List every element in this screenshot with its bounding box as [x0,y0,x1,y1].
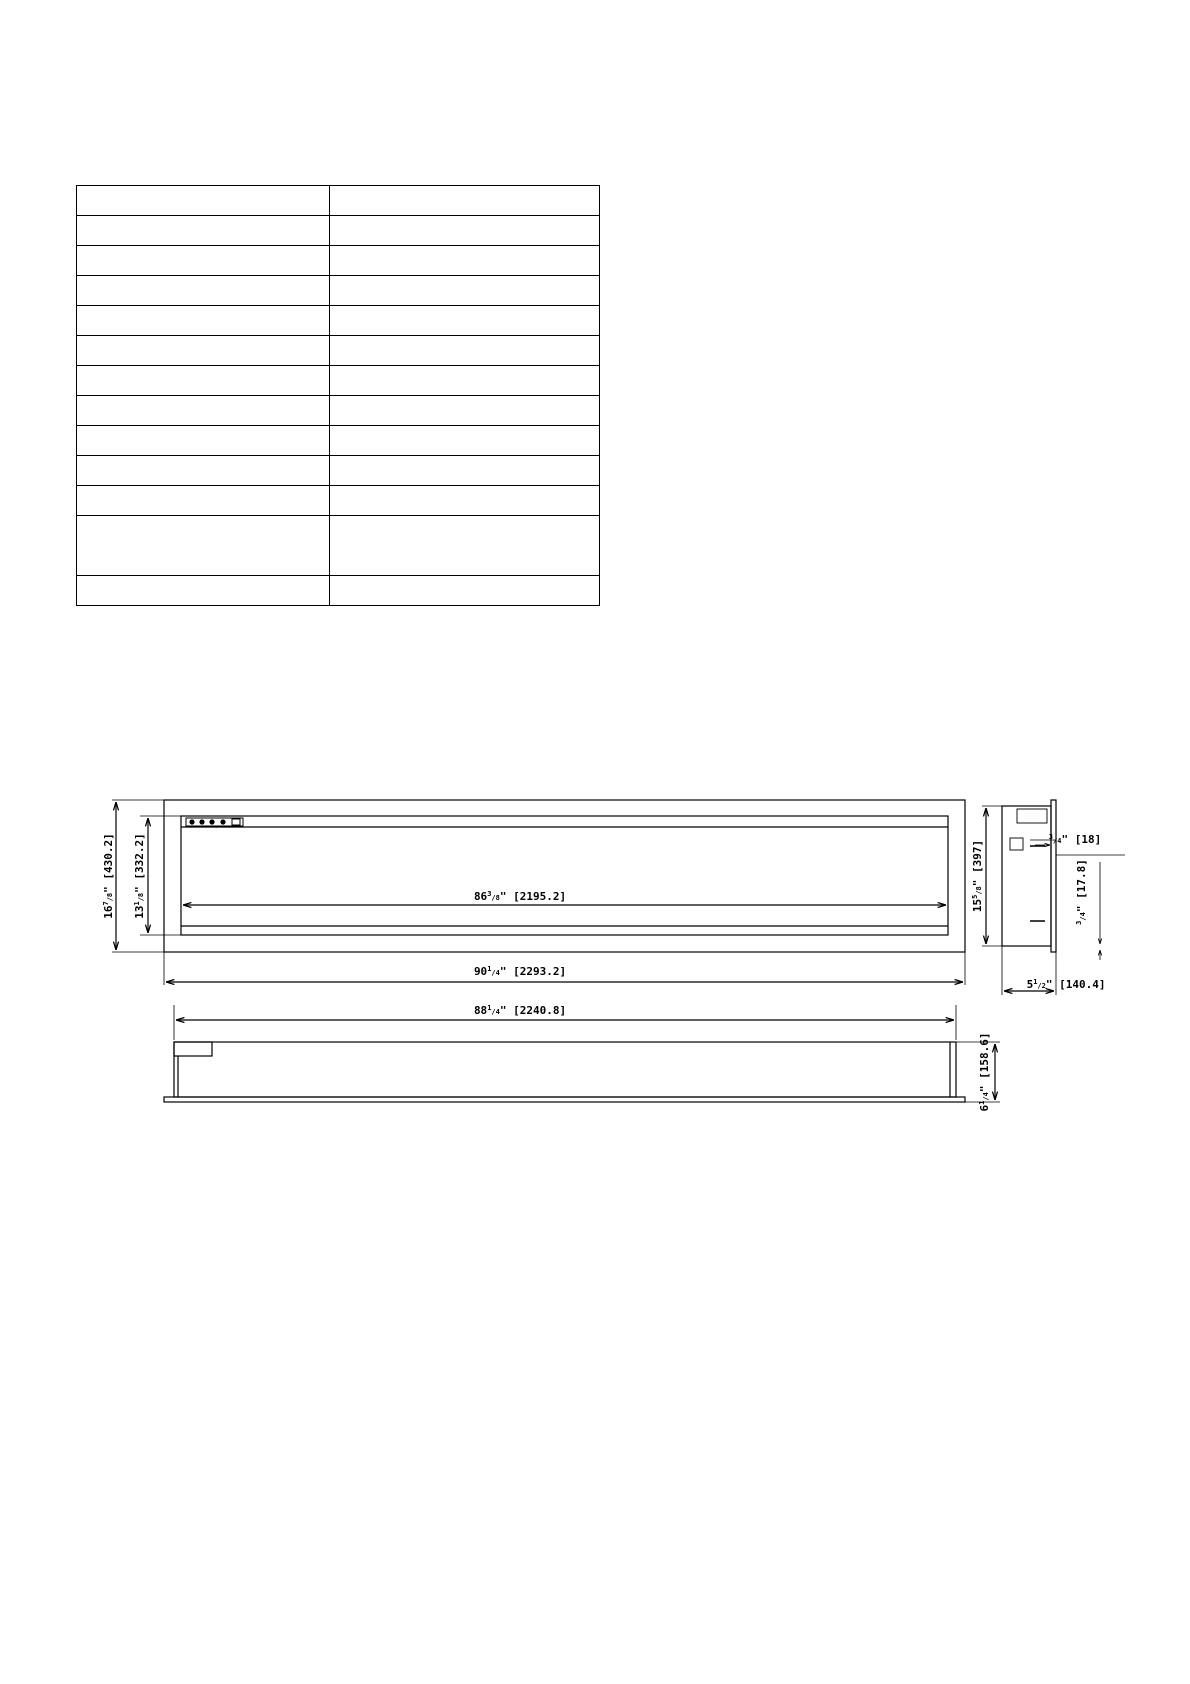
dimension-text: $86^3_/8$" [2195.2] [473,890,567,903]
top-view [164,1005,1000,1102]
top-control-box [174,1042,212,1056]
table-cell-label [77,366,330,396]
dimension-label-side-height [971,840,984,912]
dimension-label-flange-offset [1049,833,1101,846]
table-row [77,336,600,366]
table-cell-label [77,456,330,486]
dimension-label-lower-gap [1075,859,1088,925]
table-row [77,186,600,216]
control-button-icon [190,820,194,824]
dimension-label-overall-width [474,965,566,978]
top-flange [164,1097,965,1102]
table-row [77,516,600,576]
dimension-label-overall-height [102,833,115,919]
table-cell-value [330,186,600,216]
side-label-plate [1017,809,1047,823]
table-cell-label [77,246,330,276]
front-outer-frame [164,800,965,952]
control-button-icon [221,820,225,824]
table-cell-label [77,216,330,246]
table-cell-label [77,486,330,516]
table-cell-value [330,396,600,426]
table-cell-value [330,276,600,306]
control-button-icon [200,820,204,824]
top-body [174,1042,956,1097]
dimension-text: $15^5_/8$" [397] [971,839,984,913]
specification-table [76,185,600,606]
table-row [77,486,600,516]
table-cell-value [330,426,600,456]
table-cell-label [77,576,330,606]
table-cell-label [77,276,330,306]
table-cell-value [330,456,600,486]
side-connector [1010,838,1023,850]
dimension-label-opening-height [133,833,146,919]
table-row [77,576,600,606]
side-body [1002,806,1051,946]
table-row [77,366,600,396]
table-cell-value [330,246,600,276]
dimension-text: $^3_/$4" [17.8] [1075,859,1088,925]
dimension-label-top-depth [978,1033,991,1112]
table-cell-value [330,516,600,576]
front-inner-frame [181,816,948,935]
dimension-text: $13^1_/8$" [332.2] [133,833,146,919]
dimension-label-body-width [474,1004,566,1017]
table-row [77,396,600,426]
dimension-text: $^3_/$4" [18] [1048,833,1102,846]
table-row [77,246,600,276]
table-row [77,276,600,306]
dimension-labels [102,833,1105,1111]
dimension-label-side-depth [1027,978,1106,991]
table-cell-label [77,336,330,366]
table-row [77,216,600,246]
table-row [77,426,600,456]
table-cell-value [330,336,600,366]
dimension-text: $90^1_/4$" [2293.2] [473,965,567,978]
dimension-drawing [0,780,1190,1140]
control-switch [232,819,240,825]
table-cell-value [330,366,600,396]
table-cell-value [330,216,600,246]
specification-table-body [77,186,600,606]
table-cell-value [330,486,600,516]
table-row [77,456,600,486]
dimension-label-opening-width [474,890,566,903]
dimension-text: $5^1_/2$" [140.4] [1026,978,1106,991]
table-cell-label [77,516,330,576]
table-cell-label [77,306,330,336]
dimension-text: $88^1_/4$" [2240.8] [473,1004,567,1017]
control-button-icon [210,820,214,824]
table-cell-label [77,396,330,426]
dimension-text: $16^7_/8$" [430.2] [102,833,115,919]
table-row [77,306,600,336]
table-cell-label [77,186,330,216]
table-cell-label [77,426,330,456]
side-view [982,800,1125,995]
table-cell-value [330,306,600,336]
table-cell-value [330,576,600,606]
side-flange [1051,800,1056,952]
dimension-text: $6^1_/4$" [158.6] [978,1032,991,1112]
